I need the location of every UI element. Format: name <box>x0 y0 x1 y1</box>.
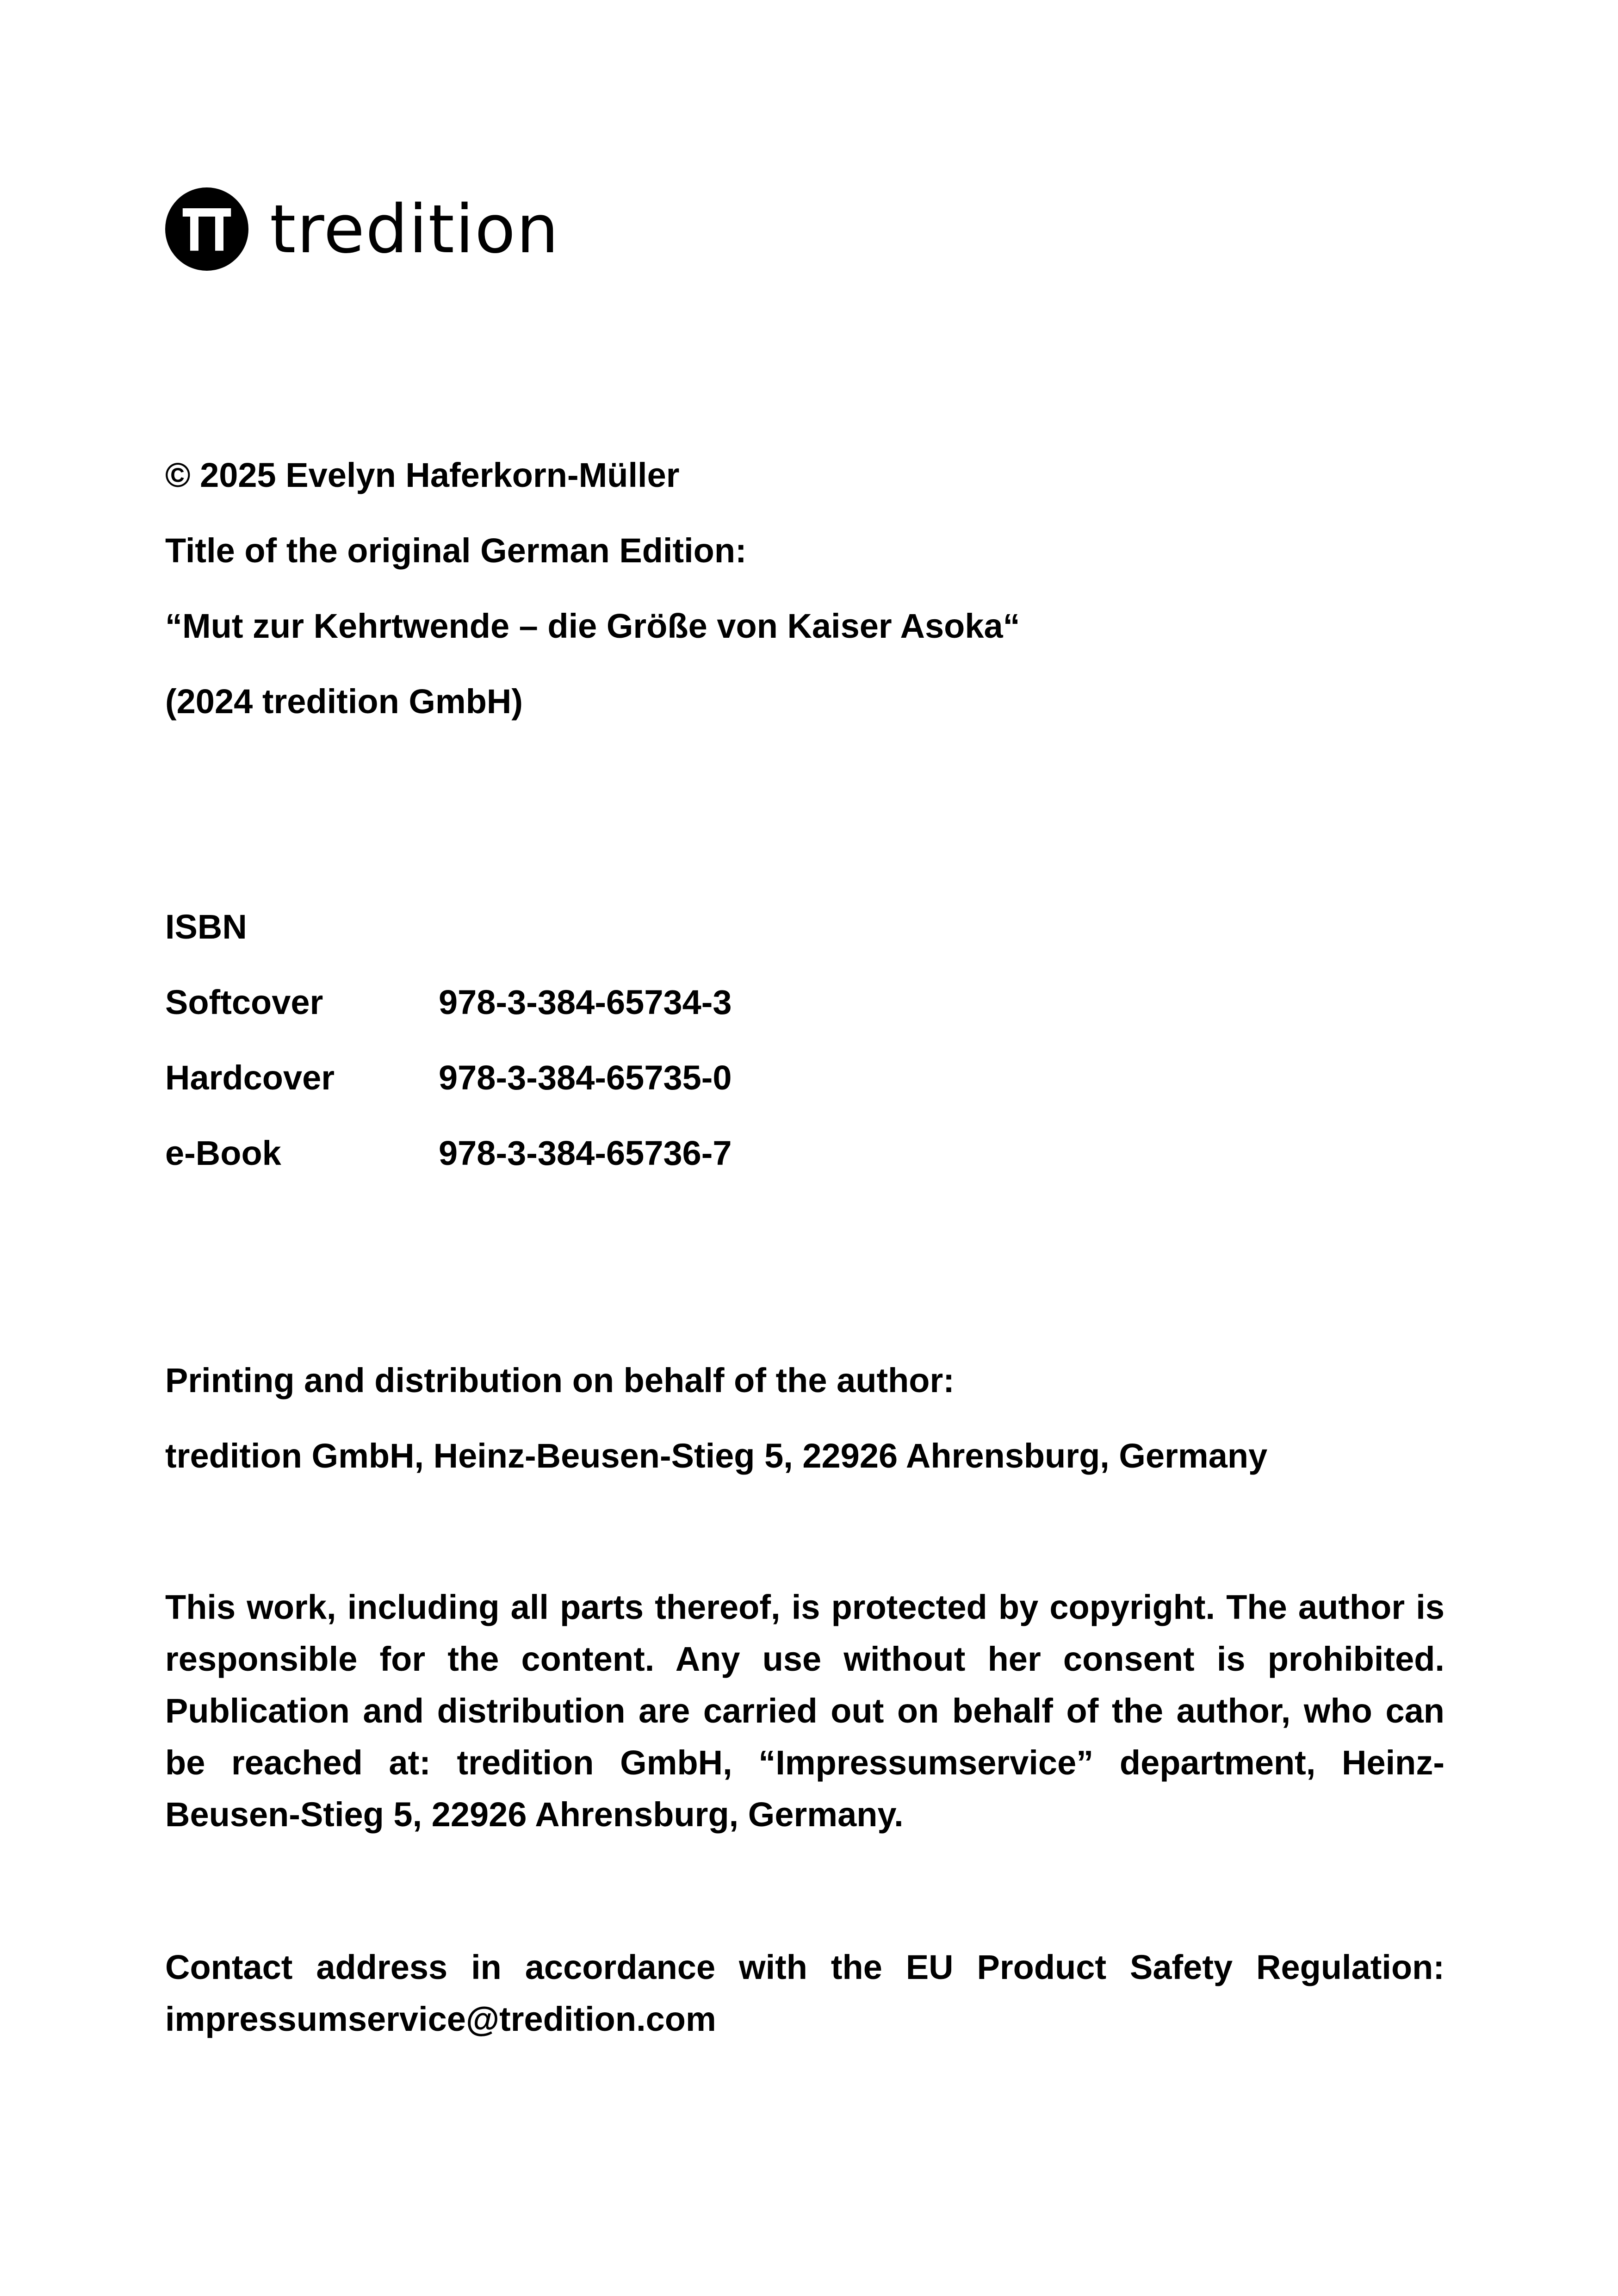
original-title-label: Title of the original German Edition: <box>165 531 747 570</box>
isbn-number-softcover: 978-3-384-65734-3 <box>439 983 732 1021</box>
isbn-format-hardcover: Hardcover <box>165 1058 335 1097</box>
publisher-logo <box>165 187 559 271</box>
isbn-heading: ISBN <box>165 908 247 946</box>
printing-address: tredition GmbH, Heinz-Beusen-Stieg 5, 22926 Ahrensburg, Germany <box>165 1437 1268 1475</box>
copyright-notice: This work, including all parts thereof, is protected by copyright. The author is responsible for the content. Any use without her consent is prohibited. Publication and distribution are carried out on behalf of the author, who can be reached at: tredition GmbH, “Impressumservice” department, Heinz-Beusen-Stieg 5, 22926 Ahrensburg, Germany. <box>165 1588 1444 1834</box>
publisher-logo-text: tredition <box>270 190 560 268</box>
original-publication: (2024 tredition GmbH) <box>165 682 523 721</box>
isbn-format-softcover: Softcover <box>165 983 323 1021</box>
isbn-format-ebook: e-Book <box>165 1134 281 1172</box>
isbn-number-hardcover: 978-3-384-65735-0 <box>439 1058 732 1097</box>
contact-notice: Contact address in accordance with the EU Product Safety Regulation: impressumservice@tredition.com <box>165 1948 1444 2038</box>
isbn-number-ebook: 978-3-384-65736-7 <box>439 1134 732 1172</box>
tredition-t-logo-icon <box>165 187 248 271</box>
printing-label: Printing and distribution on behalf of the author: <box>165 1361 955 1400</box>
copyright-line: © 2025 Evelyn Haferkorn-Müller <box>165 456 680 494</box>
original-title: “Mut zur Kehrtwende – die Größe von Kaiser Asoka“ <box>165 607 1020 645</box>
